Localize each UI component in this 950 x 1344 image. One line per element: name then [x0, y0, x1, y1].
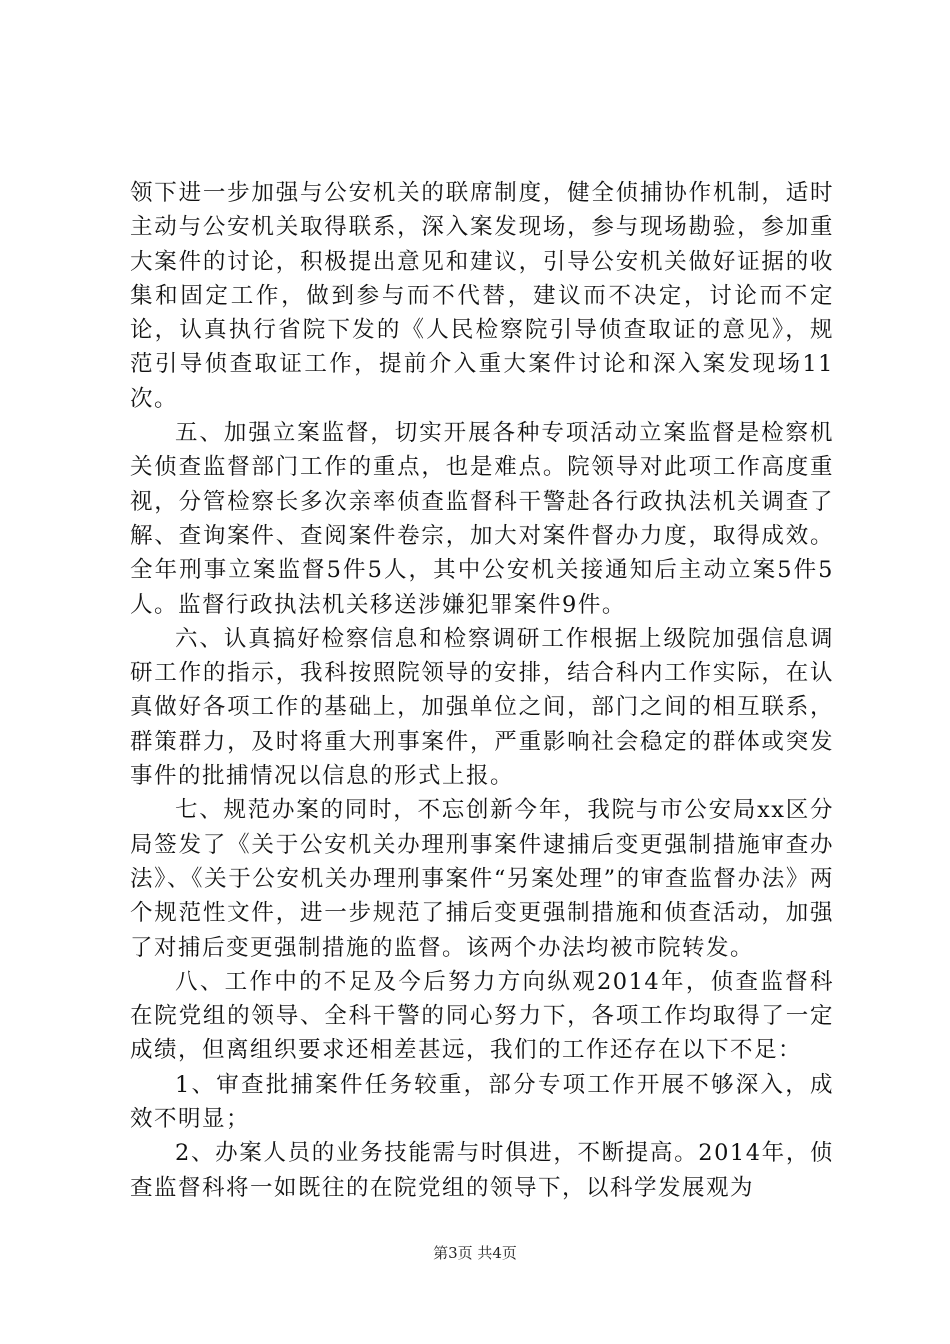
paragraph-6: 1、审查批捕案件任务较重，部分专项工作开展不够深入，成效不明显； — [130, 1071, 834, 1133]
document-body — [130, 176, 834, 1205]
paragraph-7: 2、办案人员的业务技能需与时俱进，不断提高。2014年，侦查监督科将一如既往的在院党组的领导下，以科学发展观为 — [130, 1140, 834, 1201]
page-footer: 第3页 共4页 — [433, 1244, 517, 1262]
paragraph-3: 六、认真搞好检察信息和检察调研工作根据上级院加强信息调研工作的指示，我科按照院领导的安排，结合科内工作实际，在认真做好各项工作的基础上，加强单位之间，部门之间的相互联系，群策群力，及时将重大刑事案件，严重影响社会稳定的群体或突发事件的批捕情况以信息的形式上报。 — [130, 625, 834, 790]
paragraph-2: 五、加强立案监督，切实开展各种专项活动立案监督是检察机关侦查监督部门工作的重点，也是难点。院领导对此项工作高度重视，分管检察长多次亲率侦查监督科干警赴各行政执法机关调查了解、查询案件、查阅案件卷宗，加大对案件督办力度，取得成效。全年刑事立案监督5件5人，其中公安机关接通知后主动立案5件5人。监督行政执法机关移送涉嫌犯罪案件9件。 — [130, 420, 834, 618]
paragraph-5: 八、工作中的不足及今后努力方向纵观2014年，侦查监督科在院党组的领导、全科干警的同心努力下，各项工作均取得了一定成绩，但离组织要求还相差甚远，我们的工作还存在以下不足： — [130, 968, 834, 1064]
paragraph-4: 七、规范办案的同时，不忘创新今年，我院与市公安局xx区分局签发了《关于公安机关办理刑事案件逮捕后变更强制措施审查办法》、《关于公安机关办理刑事案件“另案处理”的审查监督办法》两个规范性文件，进一步规范了捕后变更强制措施和侦查活动，加强了对捕后变更强制措施的监督。该两个办法均被市院转发。 — [130, 797, 834, 961]
paragraph-1: 领下进一步加强与公安机关的联席制度，健全侦捕协作机制，适时主动与公安机关取得联系，深入案发现场，参与现场勘验，参加重大案件的讨论，积极提出意见和建议，引导公安机关做好证据的收集和固定工作，做到参与而不代替，建议而不决定，讨论而不定论，认真执行省院下发的《人民检察院引导侦查取证的意见》，规范引导侦查取证工作，提前介入重大案件讨论和深入案发现场11次。 — [130, 180, 834, 412]
